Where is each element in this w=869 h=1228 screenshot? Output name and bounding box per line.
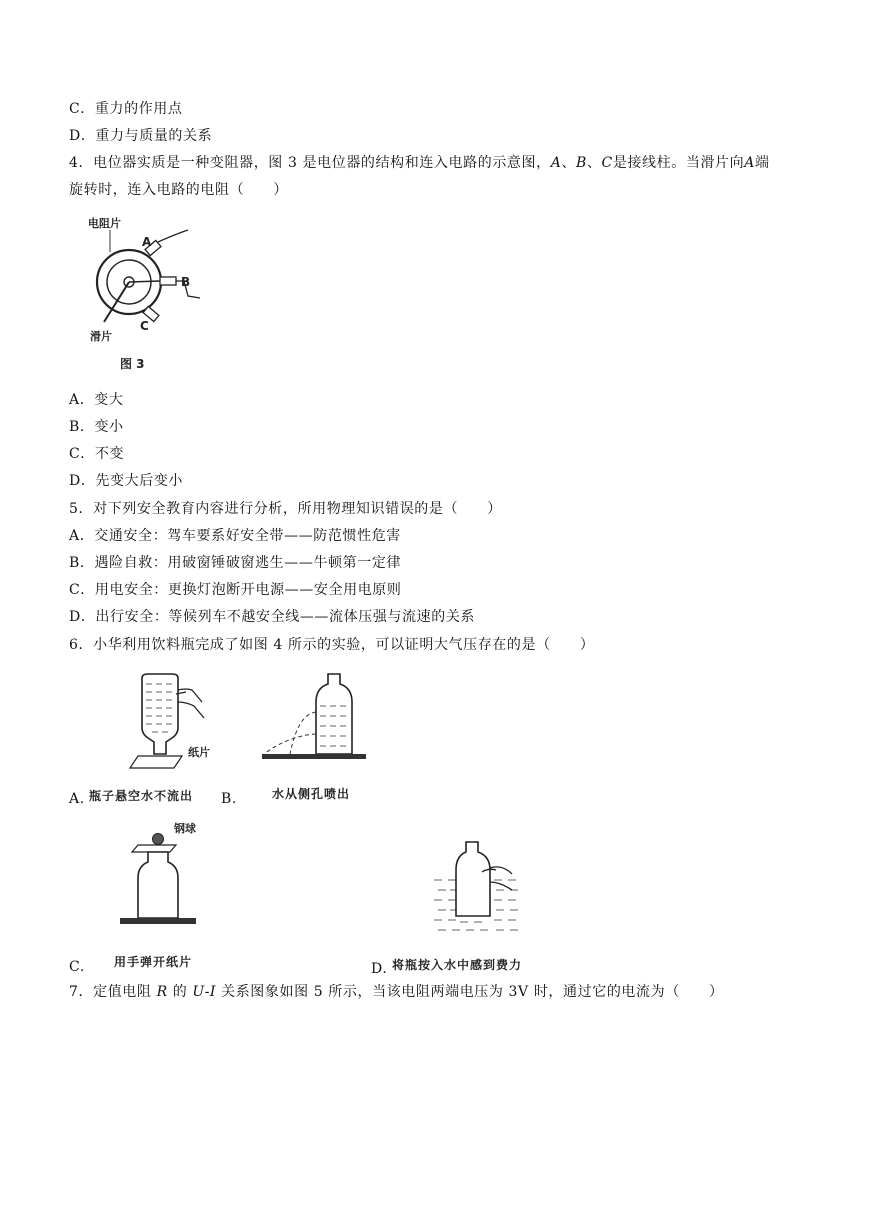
q7-stem-text: 7．定值电阻 [69, 984, 157, 1000]
q7-stem [69, 983, 724, 1001]
potentiometer-figure [84, 210, 214, 375]
q7-stem-text: 关系图象如图 5 所示，当该电阻两端电压为 3V 时，通过它的电流为（ ） [216, 984, 724, 1000]
q4-sep: 、 [586, 155, 602, 171]
q6-stem: 6．小华利用饮料瓶完成了如图 4 所示的实验，可以证明大气压存在的是（ ） [69, 637, 595, 653]
paper-card [130, 756, 182, 768]
q7-ui-symbol: U-I [192, 984, 217, 1000]
wire-a [158, 230, 188, 242]
terminal-b-body [160, 277, 176, 285]
q4-option-d: D．先变大后变小 [69, 473, 184, 489]
terminal-b-label: B [181, 275, 191, 289]
paper-label: 纸片 [188, 746, 210, 759]
q4-terminal-b-ref: B [576, 155, 587, 171]
q6-option-b-caption: 水从侧孔喷出 [272, 787, 351, 801]
q4-option-b: B．变小 [69, 419, 124, 435]
center-lead [129, 281, 160, 282]
bottle-outline [142, 674, 178, 754]
q4-sep: 、 [561, 155, 577, 171]
q6-option-d-letter: D. [371, 961, 388, 977]
q4-terminal-a-ref: A [550, 155, 562, 171]
q5-option-d: D．出行安全：等候列车不越安全线——流体压强与流速的关系 [69, 609, 476, 625]
q6-option-c-letter: C. [69, 959, 85, 975]
q4-option-a: A．变大 [69, 392, 124, 408]
lower-water-jet [264, 734, 316, 754]
paper-card [132, 845, 176, 852]
q6-option-a-caption: 瓶子悬空水不流出 [89, 789, 194, 803]
q7-stem-text: 的 [167, 984, 193, 1000]
q6-option-c-caption: 用手弹开纸片 [114, 955, 193, 969]
q6-option-d-caption: 将瓶按入水中感到费力 [392, 958, 523, 972]
figure-d-bottle-in-water [428, 838, 532, 944]
q4-option-c: C．不变 [69, 446, 125, 462]
table-base [120, 918, 196, 924]
q3-option-d: D．重力与质量的关系 [69, 128, 213, 144]
upper-water-jet [290, 712, 316, 754]
q5-stem: 5．对下列安全教育内容进行分析，所用物理知识错误的是（ ） [69, 501, 502, 517]
steel-ball [153, 834, 164, 845]
hand [176, 689, 204, 718]
bottle-outline [456, 842, 490, 916]
figure-b-water-jets [258, 672, 368, 776]
q4-stem-text: 端 [754, 155, 770, 171]
q5-option-c: C．用电安全：更换灯泡断开电源——安全用电原则 [69, 582, 402, 598]
bottle-outline [316, 674, 352, 754]
q4-stem-text: 4．电位器实质是一种变阻器，图 3 是电位器的结构和连入电路的示意图， [69, 155, 551, 171]
figure-3-caption: 图 3 [120, 357, 145, 371]
q6-option-a-letter: A. [69, 791, 85, 807]
q6-option-b-letter: B. [221, 791, 237, 807]
slider-label: 滑片 [90, 330, 112, 343]
terminal-a-label: A [142, 235, 152, 249]
figure-c-ball-on-paper [116, 818, 216, 930]
q3-option-c: C．重力的作用点 [69, 101, 183, 117]
figure-a-inverted-bottle [120, 672, 220, 784]
q4-terminal-c-ref: C [601, 155, 613, 171]
q4-stem-text: 是接线柱。当滑片向 [612, 155, 745, 171]
ground-base [262, 754, 366, 759]
q5-option-a: A．交通安全：驾车要系好安全带——防范惯性危害 [69, 528, 401, 544]
q4-stem-line2: 旋转时，连入电路的电阻（ ） [69, 182, 288, 198]
ball-label: 钢球 [174, 822, 196, 835]
q7-resistor-symbol: R [156, 984, 168, 1000]
q5-option-b: B．遇险自救：用破窗锤破窗逃生——牛顿第一定律 [69, 555, 402, 571]
terminal-c-label: C [140, 319, 149, 333]
q4-stem-line1 [69, 154, 770, 172]
q4-terminal-a-ref: A [744, 155, 755, 171]
resistor-strip-label: 电阻片 [88, 217, 121, 230]
bottle-outline [138, 852, 178, 918]
